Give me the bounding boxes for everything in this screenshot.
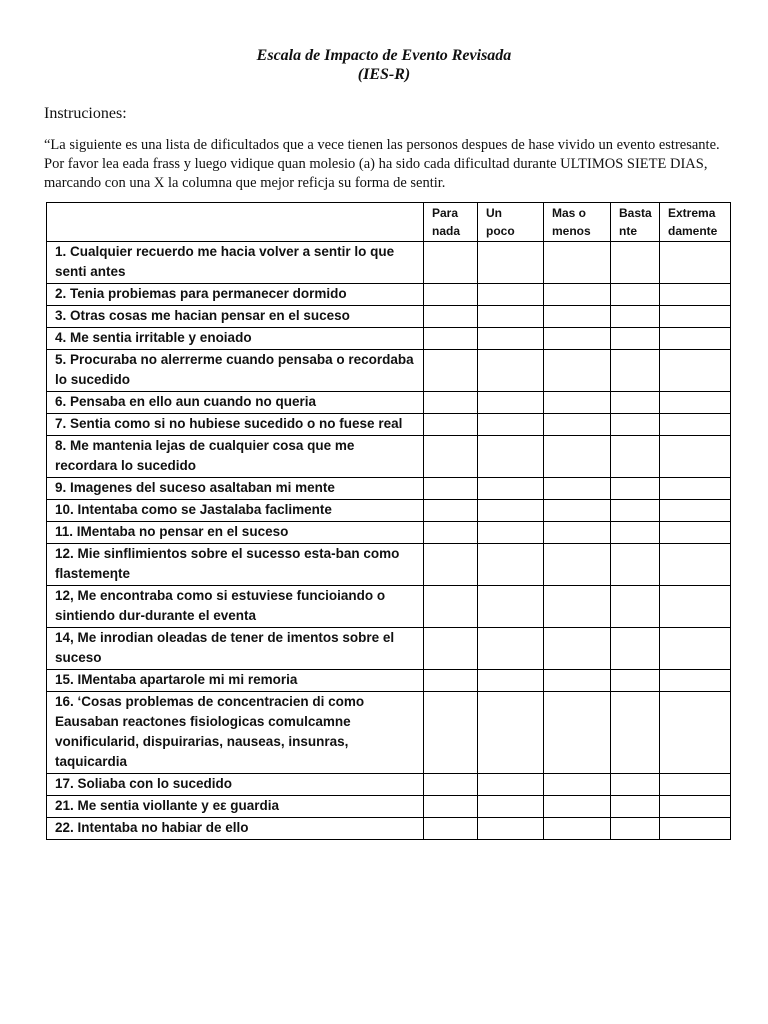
answer-cell[interactable]: [424, 774, 478, 796]
answer-cell[interactable]: [544, 478, 611, 500]
answer-cell[interactable]: [424, 586, 478, 628]
table-row: [47, 586, 731, 628]
answer-cell[interactable]: [611, 628, 660, 670]
answer-cell[interactable]: [424, 628, 478, 670]
answer-cell[interactable]: [611, 544, 660, 586]
answer-cell[interactable]: [544, 670, 611, 692]
table-row: [47, 544, 731, 586]
answer-cell[interactable]: [544, 774, 611, 796]
answer-cell[interactable]: [544, 628, 611, 670]
answer-cell[interactable]: [660, 522, 731, 544]
answer-cell[interactable]: [424, 242, 478, 284]
item-text: 12. Mie sinflimientos sobre el sucesso esta-ban como flastemeηte: [47, 544, 424, 586]
item-text: 8. Me mantenia lejas de cualquier cosa que me recordara lo sucedido: [47, 436, 424, 478]
answer-cell[interactable]: [660, 586, 731, 628]
answer-cell[interactable]: [611, 796, 660, 818]
item-text: 14, Me inrodian oleadas de tener de imentos sobre el suceso: [47, 628, 424, 670]
answer-cell[interactable]: [544, 350, 611, 392]
answer-cell[interactable]: [544, 692, 611, 774]
table-row: [47, 774, 731, 796]
table-row: [47, 670, 731, 692]
item-text: 16. ‘Cosas problemas de concentracien di como Eausaban reactones fisiologicas comulcamne vonificularid, dispuirarias, nauseas, insunras, taquicardia: [47, 692, 424, 774]
table-row: [47, 436, 731, 478]
answer-cell[interactable]: [660, 306, 731, 328]
answer-cell[interactable]: [544, 414, 611, 436]
answer-cell[interactable]: [424, 284, 478, 306]
answer-cell[interactable]: [424, 392, 478, 414]
item-text: 2. Tenia probiemas para permanecer dormido: [47, 284, 424, 306]
answer-cell[interactable]: [660, 796, 731, 818]
document-title: [0, 46, 768, 84]
answer-cell[interactable]: [660, 436, 731, 478]
answer-cell[interactable]: [424, 500, 478, 522]
answer-cell[interactable]: [660, 818, 731, 840]
answer-cell[interactable]: [611, 350, 660, 392]
ies-r-table: [46, 202, 731, 840]
answer-cell[interactable]: [544, 586, 611, 628]
answer-cell[interactable]: [424, 328, 478, 350]
item-text: 6. Pensaba en ello aun cuando no queria: [47, 392, 424, 414]
table-row: [47, 818, 731, 840]
answer-cell[interactable]: [544, 500, 611, 522]
answer-cell[interactable]: [544, 522, 611, 544]
answer-cell[interactable]: [611, 774, 660, 796]
answer-cell[interactable]: [611, 242, 660, 284]
item-text: 15. IMentaba apartarole mi mi remoria: [47, 670, 424, 692]
answer-cell[interactable]: [660, 414, 731, 436]
answer-cell[interactable]: [611, 692, 660, 774]
answer-cell[interactable]: [478, 478, 544, 500]
header-bastante: Basta nte: [611, 203, 660, 242]
table-row: [47, 522, 731, 544]
answer-cell[interactable]: [611, 284, 660, 306]
table-row: [47, 414, 731, 436]
answer-cell[interactable]: [478, 692, 544, 774]
answer-cell[interactable]: [424, 414, 478, 436]
title-line-1: Escala de Impacto de Evento Revisada: [256, 47, 512, 64]
answer-cell[interactable]: [424, 544, 478, 586]
item-text: 17. Soliaba con lo sucedido: [47, 774, 424, 796]
answer-cell[interactable]: [478, 818, 544, 840]
table-row: [47, 796, 731, 818]
answer-cell[interactable]: [660, 692, 731, 774]
table-header-row: [47, 203, 731, 242]
header-item-column: [47, 203, 424, 242]
answer-cell[interactable]: [424, 818, 478, 840]
answer-cell[interactable]: [424, 436, 478, 478]
header-un-poco: Un poco: [478, 203, 544, 242]
answer-cell[interactable]: [660, 544, 731, 586]
answer-cell[interactable]: [660, 392, 731, 414]
header-para-nada: Para nada: [424, 203, 478, 242]
answer-cell[interactable]: [478, 500, 544, 522]
answer-cell[interactable]: [478, 328, 544, 350]
answer-cell[interactable]: [660, 628, 731, 670]
answer-cell[interactable]: [478, 586, 544, 628]
item-text: 10. Intentaba como se Jastalaba faclimente: [47, 500, 424, 522]
answer-cell[interactable]: [544, 284, 611, 306]
table-row: [47, 692, 731, 774]
table-row: [47, 350, 731, 392]
item-text: 5. Procuraba no alerrerme cuando pensaba o recordaba lo sucedido: [47, 350, 424, 392]
item-text: 9. Imagenes del suceso asaltaban mi mente: [47, 478, 424, 500]
answer-cell[interactable]: [478, 436, 544, 478]
answer-cell[interactable]: [611, 586, 660, 628]
answer-cell[interactable]: [544, 796, 611, 818]
table-row: [47, 242, 731, 284]
answer-cell[interactable]: [611, 522, 660, 544]
answer-cell[interactable]: [544, 306, 611, 328]
answer-cell[interactable]: [478, 774, 544, 796]
answer-cell[interactable]: [478, 796, 544, 818]
item-text: 12, Me encontraba como si estuviese funcioiando o sintiendo dur-durante el eventa: [47, 586, 424, 628]
answer-cell[interactable]: [424, 306, 478, 328]
item-text: 3. Otras cosas me hacian pensar en el suceso: [47, 306, 424, 328]
answer-cell[interactable]: [424, 478, 478, 500]
answer-cell[interactable]: [478, 284, 544, 306]
table-row: [47, 328, 731, 350]
answer-cell[interactable]: [424, 796, 478, 818]
answer-cell[interactable]: [611, 818, 660, 840]
answer-cell[interactable]: [611, 500, 660, 522]
answer-cell[interactable]: [544, 328, 611, 350]
answer-cell[interactable]: [660, 670, 731, 692]
answer-cell[interactable]: [478, 392, 544, 414]
answer-cell[interactable]: [660, 328, 731, 350]
item-text: 11. IMentaba no pensar en el suceso: [47, 522, 424, 544]
answer-cell[interactable]: [660, 478, 731, 500]
answer-cell[interactable]: [611, 328, 660, 350]
answer-cell[interactable]: [544, 544, 611, 586]
table-row: [47, 284, 731, 306]
answer-cell[interactable]: [478, 350, 544, 392]
table-row: [47, 628, 731, 670]
answer-cell[interactable]: [478, 242, 544, 284]
answer-cell[interactable]: [478, 544, 544, 586]
title-line-2: (IES-R): [357, 66, 411, 83]
answer-cell[interactable]: [611, 436, 660, 478]
answer-cell[interactable]: [611, 414, 660, 436]
answer-cell[interactable]: [660, 500, 731, 522]
item-text: 22. Intentaba no habiar de ello: [47, 818, 424, 840]
answer-cell[interactable]: [424, 522, 478, 544]
answer-cell[interactable]: [611, 306, 660, 328]
answer-cell[interactable]: [424, 692, 478, 774]
header-mas-o-menos: Mas o menos: [544, 203, 611, 242]
answer-cell[interactable]: [478, 522, 544, 544]
item-text: 7. Sentia como si no hubiese sucedido o no fuese real: [47, 414, 424, 436]
item-text: 4. Me sentia irritable y enoiado: [47, 328, 424, 350]
answer-cell[interactable]: [660, 242, 731, 284]
answer-cell[interactable]: [478, 628, 544, 670]
answer-cell[interactable]: [611, 478, 660, 500]
item-text: 21. Me sentia viollante y eε guardia: [47, 796, 424, 818]
answer-cell[interactable]: [478, 306, 544, 328]
answer-cell[interactable]: [424, 350, 478, 392]
table-row: [47, 306, 731, 328]
header-extremadamente: Extrema damente: [660, 203, 731, 242]
answer-cell[interactable]: [611, 392, 660, 414]
answer-cell[interactable]: [544, 242, 611, 284]
answer-cell[interactable]: [478, 414, 544, 436]
answer-cell[interactable]: [478, 670, 544, 692]
answer-cell[interactable]: [660, 774, 731, 796]
answer-cell[interactable]: [611, 670, 660, 692]
table-row: [47, 478, 731, 500]
answer-cell[interactable]: [660, 284, 731, 306]
table-row: [47, 392, 731, 414]
answer-cell[interactable]: [544, 436, 611, 478]
answer-cell[interactable]: [424, 670, 478, 692]
answer-cell[interactable]: [544, 818, 611, 840]
answer-cell[interactable]: [660, 350, 731, 392]
instructions-label: Instruciones:: [44, 105, 127, 122]
instructions-text: “La siguiente es una lista de dificultados que a vece tienen las personos despues de hase vivido un evento estresante. Por favor lea eada frass y luego vidique quan molesio (a) ha sido cada dificultad durante ULTIMOS SIETE DIAS, marcando con una X la columna que mejor reficja su forma de sentir.: [44, 137, 720, 191]
table-row: [47, 500, 731, 522]
item-text: 1. Cualquier recuerdo me hacia volver a sentir lo que senti antes: [47, 242, 424, 284]
answer-cell[interactable]: [544, 392, 611, 414]
table-body: [47, 242, 731, 840]
